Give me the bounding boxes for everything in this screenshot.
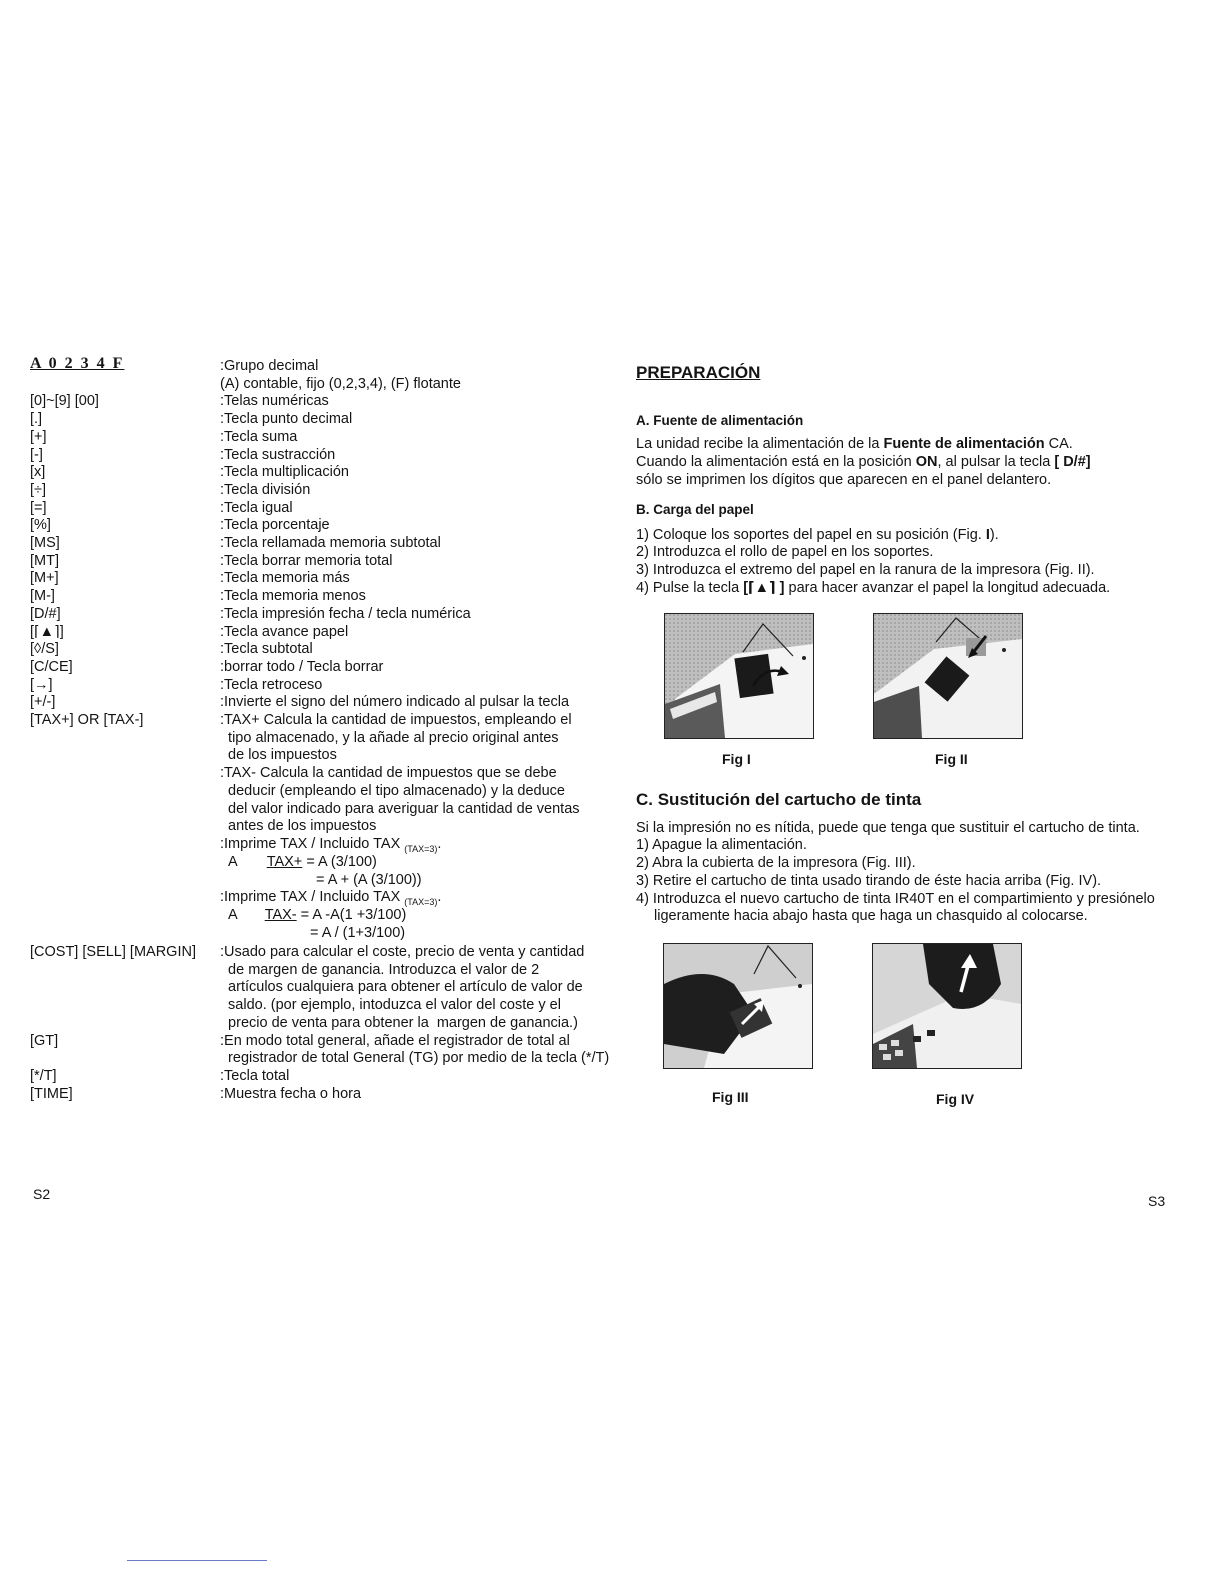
- section-c-line-0: Si la impresión no es nítida, puede que tenga que sustituir el cartucho de tinta.: [636, 820, 1140, 836]
- decimal-switch-label: A 0 2 3 4 F: [30, 355, 125, 372]
- key-description: :Invierte el signo del número indicado al pulsar la tecla: [220, 694, 570, 711]
- key-label: [.]: [30, 411, 43, 428]
- figure-2-image: [873, 613, 1023, 739]
- section-a-line-2-a: Cuando la alimentación está en la posición: [636, 454, 916, 470]
- section-b-line-4-b: [⌈▲⌉ ]: [743, 580, 785, 596]
- tax-line-3: = A + (A (3/100)): [316, 872, 422, 888]
- tax-line-4: [220, 889, 441, 908]
- key-description: :Tecla igual: [220, 499, 293, 516]
- key-label: [M+]: [30, 570, 59, 587]
- key-description: de los impuestos: [220, 747, 337, 764]
- key-description: :borrar todo / Tecla borrar: [220, 658, 384, 675]
- key-description: (A) contable, fijo (0,2,3,4), (F) flotante: [220, 375, 461, 392]
- key-description: saldo. (por ejemplo, intoduzca el valor del coste y el: [220, 997, 561, 1014]
- key-label: [→]: [30, 676, 53, 693]
- page-title: PREPARACIÓN: [636, 363, 761, 382]
- key-description: :Tecla borrar memoria total: [220, 552, 393, 569]
- key-label: [+]: [30, 428, 47, 445]
- tax-line-4-end: .: [437, 889, 442, 905]
- tax-line-5-b: TAX-: [264, 907, 297, 923]
- key-description: :Muestra fecha o hora: [220, 1085, 362, 1102]
- section-a-line-2-b: ON: [915, 454, 938, 470]
- section-b-line-2: 2) Introduzca el rollo de papel en los soportes.: [636, 544, 934, 560]
- figure-4-illustration: [873, 944, 1021, 1068]
- key-label: [÷]: [30, 481, 47, 498]
- key-description: :Tecla sustracción: [220, 446, 336, 463]
- key-label: [M-]: [30, 588, 55, 605]
- section-b-line-1-c: ).: [989, 527, 999, 543]
- section-a-heading: A. Fuente de alimentación: [636, 413, 804, 428]
- tax-line-2: [228, 854, 377, 872]
- key-label: [-]: [30, 446, 43, 463]
- key-description: :Tecla división: [220, 481, 311, 498]
- key-description: :Tecla punto decimal: [220, 411, 353, 428]
- section-b-heading: B. Carga del papel: [636, 502, 754, 517]
- section-b-line-3: 3) Introduzca el extremo del papel en la ranura de la impresora (Fig. II).: [636, 562, 1095, 578]
- tax-line-2-c: = A (3/100): [306, 854, 377, 870]
- key-description: :Usado para calcular el coste, precio de venta y cantidad: [220, 944, 585, 960]
- key-label: [TIME]: [30, 1085, 73, 1102]
- section-b-line-1-a: 1) Coloque los soportes del papel en su posición (Fig.: [636, 527, 986, 543]
- key-description: :Telas numéricas: [220, 393, 329, 410]
- key-label: [+/-]: [30, 694, 56, 711]
- tax-line-2-a: A: [228, 854, 237, 870]
- tax-line-1-sub: (TAX=3): [404, 844, 438, 854]
- key-label: [COST] [SELL] [MARGIN]: [30, 944, 196, 960]
- key-label: [GT]: [30, 1032, 59, 1049]
- key-label: [=]: [30, 499, 47, 516]
- key-description: :Tecla suma: [220, 428, 298, 445]
- key-description: :Tecla memoria más: [220, 570, 350, 587]
- tax-line-1-end: .: [437, 836, 442, 852]
- tax-line-4-text: :Imprime TAX / Incluido TAX: [220, 889, 401, 905]
- page-number-left: S2: [33, 1186, 51, 1202]
- section-b-line-4-c: para hacer avanzar el papel la longitud adecuada.: [784, 580, 1111, 596]
- section-b-line-1-b: I: [985, 527, 990, 543]
- key-description: antes de los impuestos: [220, 818, 377, 835]
- key-description: :Tecla subtotal: [220, 641, 313, 658]
- figure-1-illustration: [665, 614, 813, 738]
- key-label: [C/CE]: [30, 658, 73, 675]
- section-b-line-4-a: 4) Pulse la tecla: [636, 580, 744, 596]
- section-c-line-2: 2) Abra la cubierta de la impresora (Fig. III).: [636, 855, 916, 871]
- figure-1-caption: Fig I: [722, 751, 751, 767]
- section-b-line-1: [636, 527, 999, 545]
- section-a-line-1-b: Fuente de alimentación: [883, 436, 1045, 452]
- key-description: :Tecla rellamada memoria subtotal: [220, 535, 441, 551]
- key-description: precio de venta para obtener la margen de ganancia.): [220, 1014, 578, 1031]
- figure-1-image: [664, 613, 814, 739]
- figure-4-caption: Fig IV: [936, 1091, 975, 1107]
- section-a-line-1-c: CA.: [1044, 436, 1073, 452]
- key-description: de margen de ganancia. Introduzca el valor de 2: [220, 961, 540, 978]
- key-description: registrador de total General (TG) por medio de la tecla (*/T): [220, 1050, 610, 1067]
- section-a-line-2-c: , al pulsar la tecla: [937, 454, 1055, 470]
- key-description: :Tecla multiplicación: [220, 464, 349, 481]
- figure-4-image: [872, 943, 1022, 1069]
- key-description: :En modo total general, añade el registrador de total al: [220, 1032, 570, 1049]
- figure-3-illustration: [664, 944, 812, 1068]
- section-c-line-5: ligeramente hacia abajo hasta que haga un chasquido al colocarse.: [654, 908, 1088, 924]
- key-label: [*/T]: [30, 1067, 57, 1084]
- key-description: del valor indicado para averiguar la cantidad de ventas: [220, 800, 580, 817]
- tax-line-5-a: A: [228, 907, 237, 923]
- section-a-line-3: sólo se imprimen los dígitos que aparecen en el panel delantero.: [636, 472, 1052, 488]
- section-a-line-1: [636, 436, 1073, 454]
- key-description: artículos cualquiera para obtener el artículo de valor de: [220, 979, 583, 996]
- section-c-line-4: 4) Introduzca el nuevo cartucho de tinta IR40T en el compartimiento y presiónelo: [636, 891, 1155, 907]
- key-description: :TAX+ Calcula la cantidad de impuestos, empleando el: [220, 712, 572, 728]
- bottom-rule: [127, 1560, 267, 1561]
- key-label: [%]: [30, 517, 51, 534]
- key-description: :Grupo decimal: [220, 358, 319, 374]
- page-number-right: S3: [1148, 1193, 1166, 1209]
- key-description: deducir (empleando el tipo almacenado) y la deduce: [220, 782, 565, 799]
- key-label: [MT]: [30, 552, 59, 569]
- tax-line-6: = A / (1+3/100): [310, 925, 406, 941]
- key-label: [D/#]: [30, 605, 61, 622]
- figure-2-illustration: [874, 614, 1022, 738]
- key-description: :Tecla impresión fecha / tecla numérica: [220, 605, 471, 622]
- tax-line-1-text: :Imprime TAX / Incluido TAX: [220, 836, 401, 852]
- key-label: [x]: [30, 464, 46, 481]
- key-description: :Tecla total: [220, 1067, 290, 1084]
- tax-line-1: [220, 836, 441, 855]
- key-description: :Tecla porcentaje: [220, 517, 330, 534]
- tax-line-2-b: TAX+: [266, 854, 303, 870]
- tax-line-5: [228, 907, 406, 925]
- section-c-heading: C. Sustitución del cartucho de tinta: [636, 790, 922, 809]
- key-label: [◊/S]: [30, 641, 59, 658]
- key-description: :Tecla memoria menos: [220, 588, 366, 605]
- section-b-line-4: [636, 580, 1110, 598]
- key-description: :Tecla avance papel: [220, 623, 349, 640]
- figure-2-caption: Fig II: [935, 751, 968, 767]
- key-label: [TAX+] OR [TAX-]: [30, 712, 144, 728]
- section-a-line-2: [636, 454, 1091, 472]
- key-description: tipo almacenado, y la añade al precio original antes: [220, 729, 559, 746]
- section-a-line-1-a: La unidad recibe la alimentación de la: [636, 436, 884, 452]
- tax-line-5-c: = A -A(1 +3/100): [300, 907, 407, 923]
- section-c-line-3: 3) Retire el cartucho de tinta usado tirando de éste hacia arriba (Fig. IV).: [636, 873, 1102, 889]
- tax-line-4-sub: (TAX=3): [404, 897, 438, 907]
- figure-3-image: [663, 943, 813, 1069]
- key-description: :Tecla retroceso: [220, 676, 323, 693]
- section-c-line-1: 1) Apague la alimentación.: [636, 837, 807, 853]
- figure-3-caption: Fig III: [712, 1089, 749, 1105]
- key-label: [MS]: [30, 535, 60, 551]
- key-description: :TAX- Calcula la cantidad de impuestos que se debe: [220, 765, 557, 782]
- key-label: [0]~[9] [00]: [30, 393, 99, 410]
- key-label: [⌈▲⌉]: [30, 623, 64, 640]
- section-a-line-2-d: [ D/#]: [1054, 454, 1091, 470]
